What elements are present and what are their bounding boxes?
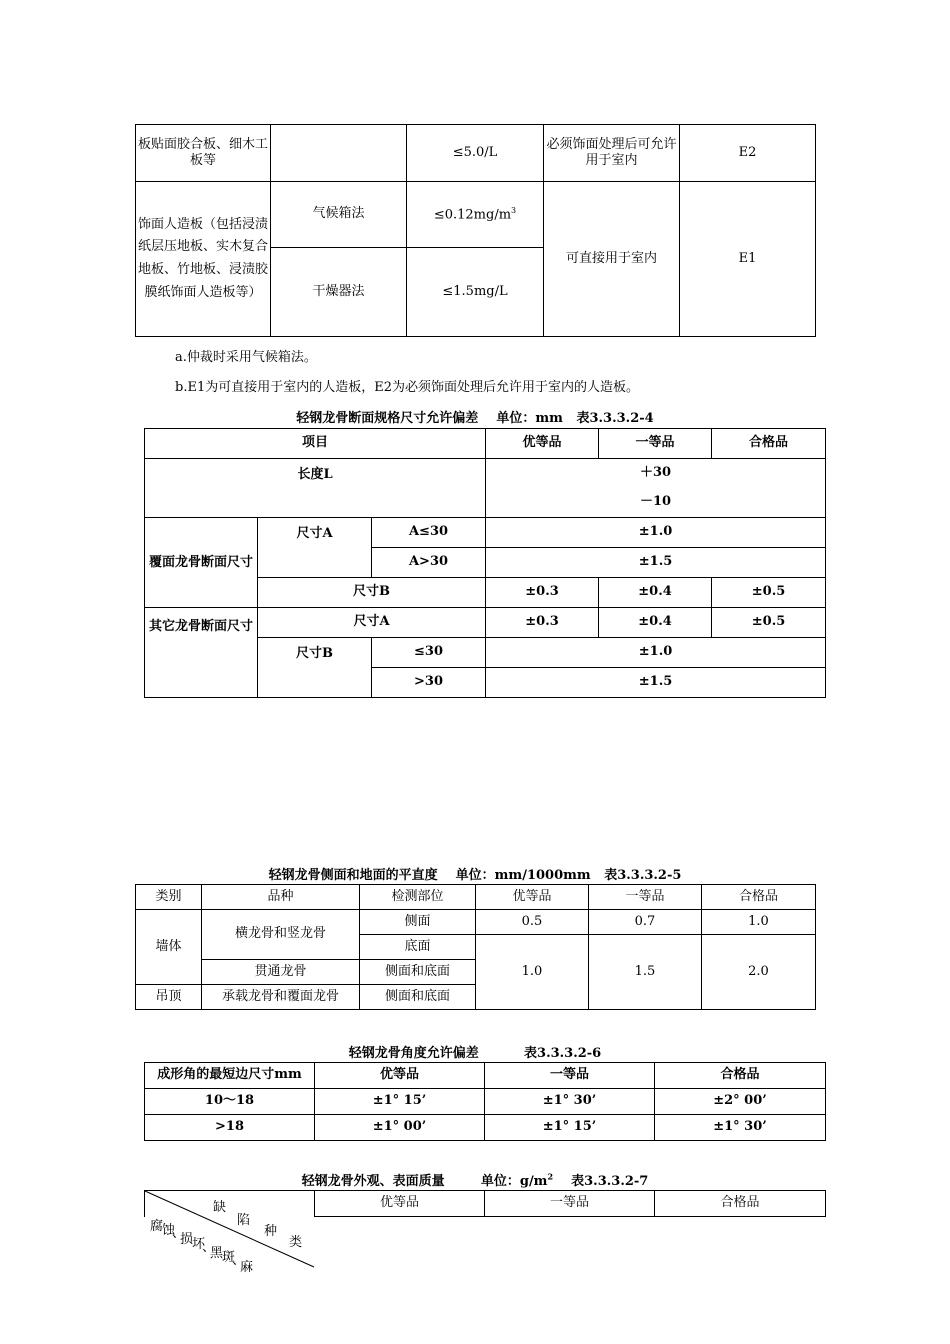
diag-char: 损: [180, 1232, 194, 1247]
header-premium: 优等品: [315, 1063, 485, 1089]
table2-caption: 轻钢龙骨断面规格尺寸允许偏差 单位：mm 表3.3.3.2-4: [296, 411, 654, 426]
b-val-qualified: ±0.5: [712, 578, 826, 608]
formaldehyde-table: [135, 124, 816, 337]
ceiling-label: 吊顶: [136, 985, 202, 1010]
diag-char: 斑: [222, 1250, 236, 1265]
side-premium: 0.5: [476, 910, 589, 935]
first-cell: ±1° 30’: [485, 1089, 655, 1115]
other-size-b: 尺寸B: [258, 638, 372, 698]
diag-char: 缺: [213, 1200, 227, 1215]
flatness-table: [135, 884, 816, 1010]
edge-cell: 10～18: [145, 1089, 315, 1115]
qualified-cell: ±1° 30’: [655, 1115, 826, 1141]
hv-label: 横龙骨和竖龙骨: [202, 910, 360, 960]
diag-char: 黑: [210, 1246, 224, 1261]
a-gt30-val: ±1.5: [486, 548, 826, 578]
b-val-first: ±0.4: [599, 578, 712, 608]
through-label: 贯通龙骨: [202, 960, 360, 985]
b-gt30: >30: [372, 668, 486, 698]
other-a-premium: ±0.3: [486, 608, 599, 638]
header-edge: 成形角的最短边尺寸mm: [145, 1063, 315, 1089]
premium-cell: ±1° 15’: [315, 1089, 485, 1115]
other-label: 其它龙骨断面尺寸: [145, 608, 258, 698]
merged-qualified: 2.0: [702, 935, 816, 1010]
section-size-table: [144, 428, 826, 698]
diag-char: 陷: [237, 1213, 251, 1228]
diag-char: 坏: [192, 1237, 206, 1252]
merged-premium: 1.0: [476, 935, 589, 1010]
length-label: 长度L: [145, 459, 486, 518]
edge-cell: >18: [145, 1115, 315, 1141]
header-item: 项目: [145, 429, 486, 459]
first-cell: ±1° 15’: [485, 1115, 655, 1141]
header-qualified: 合格品: [712, 429, 826, 459]
length-val1: ＋30: [486, 459, 826, 489]
diag-char: 、: [232, 1253, 246, 1268]
method-cell: 干燥器法: [271, 248, 407, 337]
side-qualified: 1.0: [702, 910, 816, 935]
b-gt30-val: ±1.5: [486, 668, 826, 698]
note-a: a.仲裁时采用气候箱法。: [175, 350, 317, 365]
wall-label: 墙体: [136, 910, 202, 985]
use-cell: 可直接用于室内: [544, 182, 680, 337]
a-gt30: A>30: [372, 548, 486, 578]
header-qualified: 合格品: [655, 1191, 826, 1217]
grade-cell: E1: [680, 182, 816, 337]
header-premium: 优等品: [486, 429, 599, 459]
table-row: [145, 1115, 826, 1141]
header-premium: 优等品: [476, 885, 589, 910]
limit-value: ≤0.12mg/m: [433, 207, 512, 223]
table-row: [145, 1089, 826, 1115]
length-val2: －10: [486, 488, 826, 518]
method-cell: 气候箱法: [271, 182, 407, 248]
limit-sup: 3: [511, 205, 517, 215]
diag-char: 麻: [240, 1260, 254, 1275]
note-b: b.E1为可直接用于室内的人造板，E2为必须饰面处理后允许用于室内的人造板。: [175, 380, 639, 395]
diag-char: 蚀: [162, 1223, 176, 1238]
limit-cell: ≤1.5mg/L: [407, 248, 544, 337]
cover-label: 覆面龙骨断面尺寸: [145, 518, 258, 608]
header-first: 一等品: [485, 1191, 655, 1217]
side-bottom-label: 侧面和底面: [360, 960, 476, 985]
diag-char: 种: [264, 1224, 278, 1239]
diag-char: 、: [172, 1226, 186, 1241]
caption-text: 轻钢龙骨外观、表面质量 单位：g/m: [301, 1174, 548, 1189]
side-label: 侧面: [360, 910, 476, 935]
header-category: 类别: [136, 885, 202, 910]
angle-table: [144, 1062, 826, 1141]
b-val-premium: ±0.3: [486, 578, 599, 608]
header-qualified: 合格品: [655, 1063, 826, 1089]
header-variety: 品种: [202, 885, 360, 910]
qualified-cell: ±2° 00’: [655, 1089, 826, 1115]
limit-cell: ≤5.0/L: [407, 125, 544, 182]
header-qualified: 合格品: [702, 885, 816, 910]
b-le30: ≤30: [372, 638, 486, 668]
header-position: 检测部位: [360, 885, 476, 910]
diag-char: 类: [289, 1235, 303, 1250]
table5-caption: [0, 1170, 950, 1189]
other-a-qualified: ±0.5: [712, 608, 826, 638]
merged-first: 1.5: [589, 935, 702, 1010]
bearing-label: 承载龙骨和覆面龙骨: [202, 985, 360, 1010]
size-a: 尺寸A: [258, 518, 372, 578]
b-le30-val: ±1.0: [486, 638, 826, 668]
item-cell: 饰面人造板（包括浸渍纸层压地板、实木复合地板、竹地板、浸渍胶膜纸饰面人造板等）: [136, 182, 271, 337]
limit-cell: [407, 182, 544, 248]
header-first: 一等品: [485, 1063, 655, 1089]
a-le30: A≤30: [372, 518, 486, 548]
a-le30-val: ±1.0: [486, 518, 826, 548]
other-a-first: ±0.4: [599, 608, 712, 638]
table4-caption: 轻钢龙骨角度允许偏差 表3.3.3.2-6: [348, 1046, 602, 1061]
method-cell: [271, 125, 407, 182]
premium-cell: ±1° 00’: [315, 1115, 485, 1141]
header-premium: 优等品: [315, 1191, 485, 1217]
caption-sup: 2: [547, 1171, 554, 1182]
diag-char: 、: [202, 1240, 216, 1255]
size-b: 尺寸B: [258, 578, 486, 608]
grade-cell: E2: [680, 125, 816, 182]
side-bottom-label: 侧面和底面: [360, 985, 476, 1010]
side-first: 0.7: [589, 910, 702, 935]
header-first: 一等品: [599, 429, 712, 459]
table3-caption: 轻钢龙骨侧面和地面的平直度 单位：mm/1000mm 表3.3.3.2-5: [268, 868, 682, 883]
use-cell: 必须饰面处理后可允许用于室内: [544, 125, 680, 182]
other-size-a: 尺寸A: [258, 608, 486, 638]
diag-char: 腐: [150, 1219, 164, 1234]
caption-tail: 表3.3.3.2-7: [553, 1174, 649, 1189]
item-cell: 板贴面胶合板、细木工板等: [136, 125, 271, 182]
header-first: 一等品: [589, 885, 702, 910]
bottom-label: 底面: [360, 935, 476, 960]
